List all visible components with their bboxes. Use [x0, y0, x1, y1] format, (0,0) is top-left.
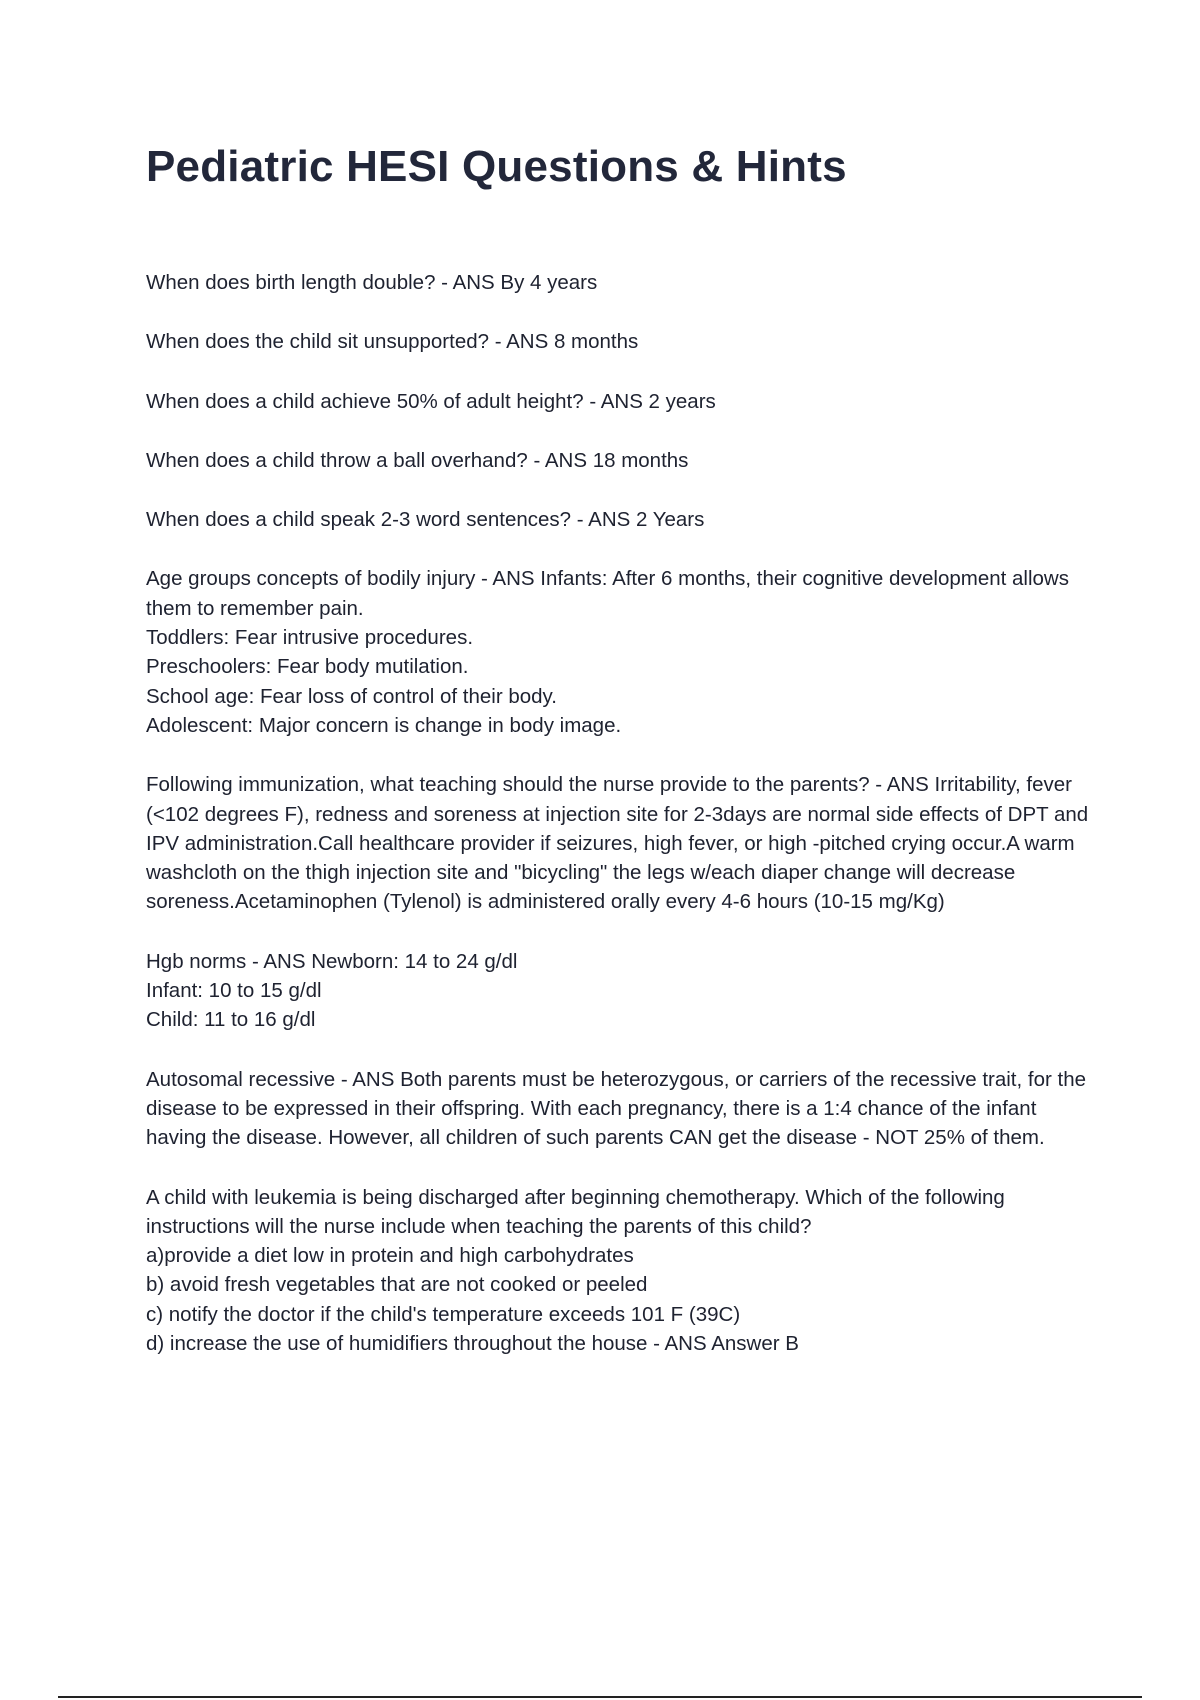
qa-line: c) notify the doctor if the child's temperature exceeds 101 F (39C)	[146, 1302, 741, 1326]
qa-line: a)provide a diet low in protein and high carbohydrates	[146, 1244, 634, 1268]
qa-line: When does a child achieve 50% of adult height? - ANS 2 years	[146, 389, 716, 413]
qa-line: When does a child throw a ball overhand? - ANS 18 months	[146, 448, 689, 472]
qa-entry	[146, 1183, 1096, 1359]
qa-line: When does birth length double? - ANS By 4 years	[146, 271, 598, 294]
qa-line: Infant: 10 to 15 g/dl	[146, 979, 322, 1003]
qa-line: A child with leukemia is being discharged after beginning chemotherapy. Which of the following instructions will the nurse include when teaching the parents of this child?	[146, 1185, 1005, 1238]
page-title: Pediatric HESI Questions & Hints	[146, 142, 847, 191]
qa-line: When does a child speak 2-3 word sentences? - ANS 2 Years	[146, 508, 705, 532]
qa-line: Preschoolers: Fear body mutilation.	[146, 655, 469, 679]
qa-line: b) avoid fresh vegetables that are not cooked or peeled	[146, 1273, 648, 1297]
qa-line: d) increase the use of humidifiers throughout the house - ANS Answer B	[146, 1332, 799, 1356]
qa-entry	[146, 327, 1096, 356]
qa-line: Adolescent: Major concern is change in body image.	[146, 713, 622, 737]
qa-entry	[146, 268, 1096, 297]
qa-entry	[146, 1065, 1096, 1153]
qa-line: Age groups concepts of bodily injury - ANS Infants: After 6 months, their cognitive development allows them to remember pain.	[146, 567, 1069, 620]
qa-line: Following immunization, what teaching should the nurse provide to the parents? - ANS Irritability, fever (<102 degrees F), redness and soreness at injection site for 2-3days are normal side effects of DPT and IPV administration.Call healthcare provider if seizures, high fever, or high -pitched crying occur.A warm washcloth on the thigh injection site and "bicycling" the legs w/each diaper change will decrease soreness.Acetaminophen (Tylenol) is administered orally every 4-6 hours (10-15 mg/Kg)	[146, 773, 1089, 914]
footer-divider	[58, 1696, 1142, 1698]
qa-entry	[146, 770, 1096, 916]
qa-line: Autosomal recessive - ANS Both parents must be heterozygous, or carriers of the recessive trait, for the disease to be expressed in their offspring. With each pregnancy, there is a 1:4 chance of the infant having the disease. However, all children of such parents CAN get the disease - NOT 25% of them.	[146, 1067, 1086, 1150]
qa-line: When does the child sit unsupported? - ANS 8 months	[146, 330, 639, 354]
qa-entry	[146, 387, 1096, 416]
qa-line: Child: 11 to 16 g/dl	[146, 1008, 316, 1032]
qa-list	[146, 268, 1096, 1388]
qa-line: School age: Fear loss of control of their body.	[146, 684, 557, 708]
qa-entry	[146, 947, 1096, 1035]
qa-entry	[146, 564, 1096, 740]
qa-line: Toddlers: Fear intrusive procedures.	[146, 626, 474, 650]
qa-entry	[146, 446, 1096, 475]
qa-line: Hgb norms - ANS Newborn: 14 to 24 g/dl	[146, 949, 518, 973]
qa-entry	[146, 505, 1096, 534]
